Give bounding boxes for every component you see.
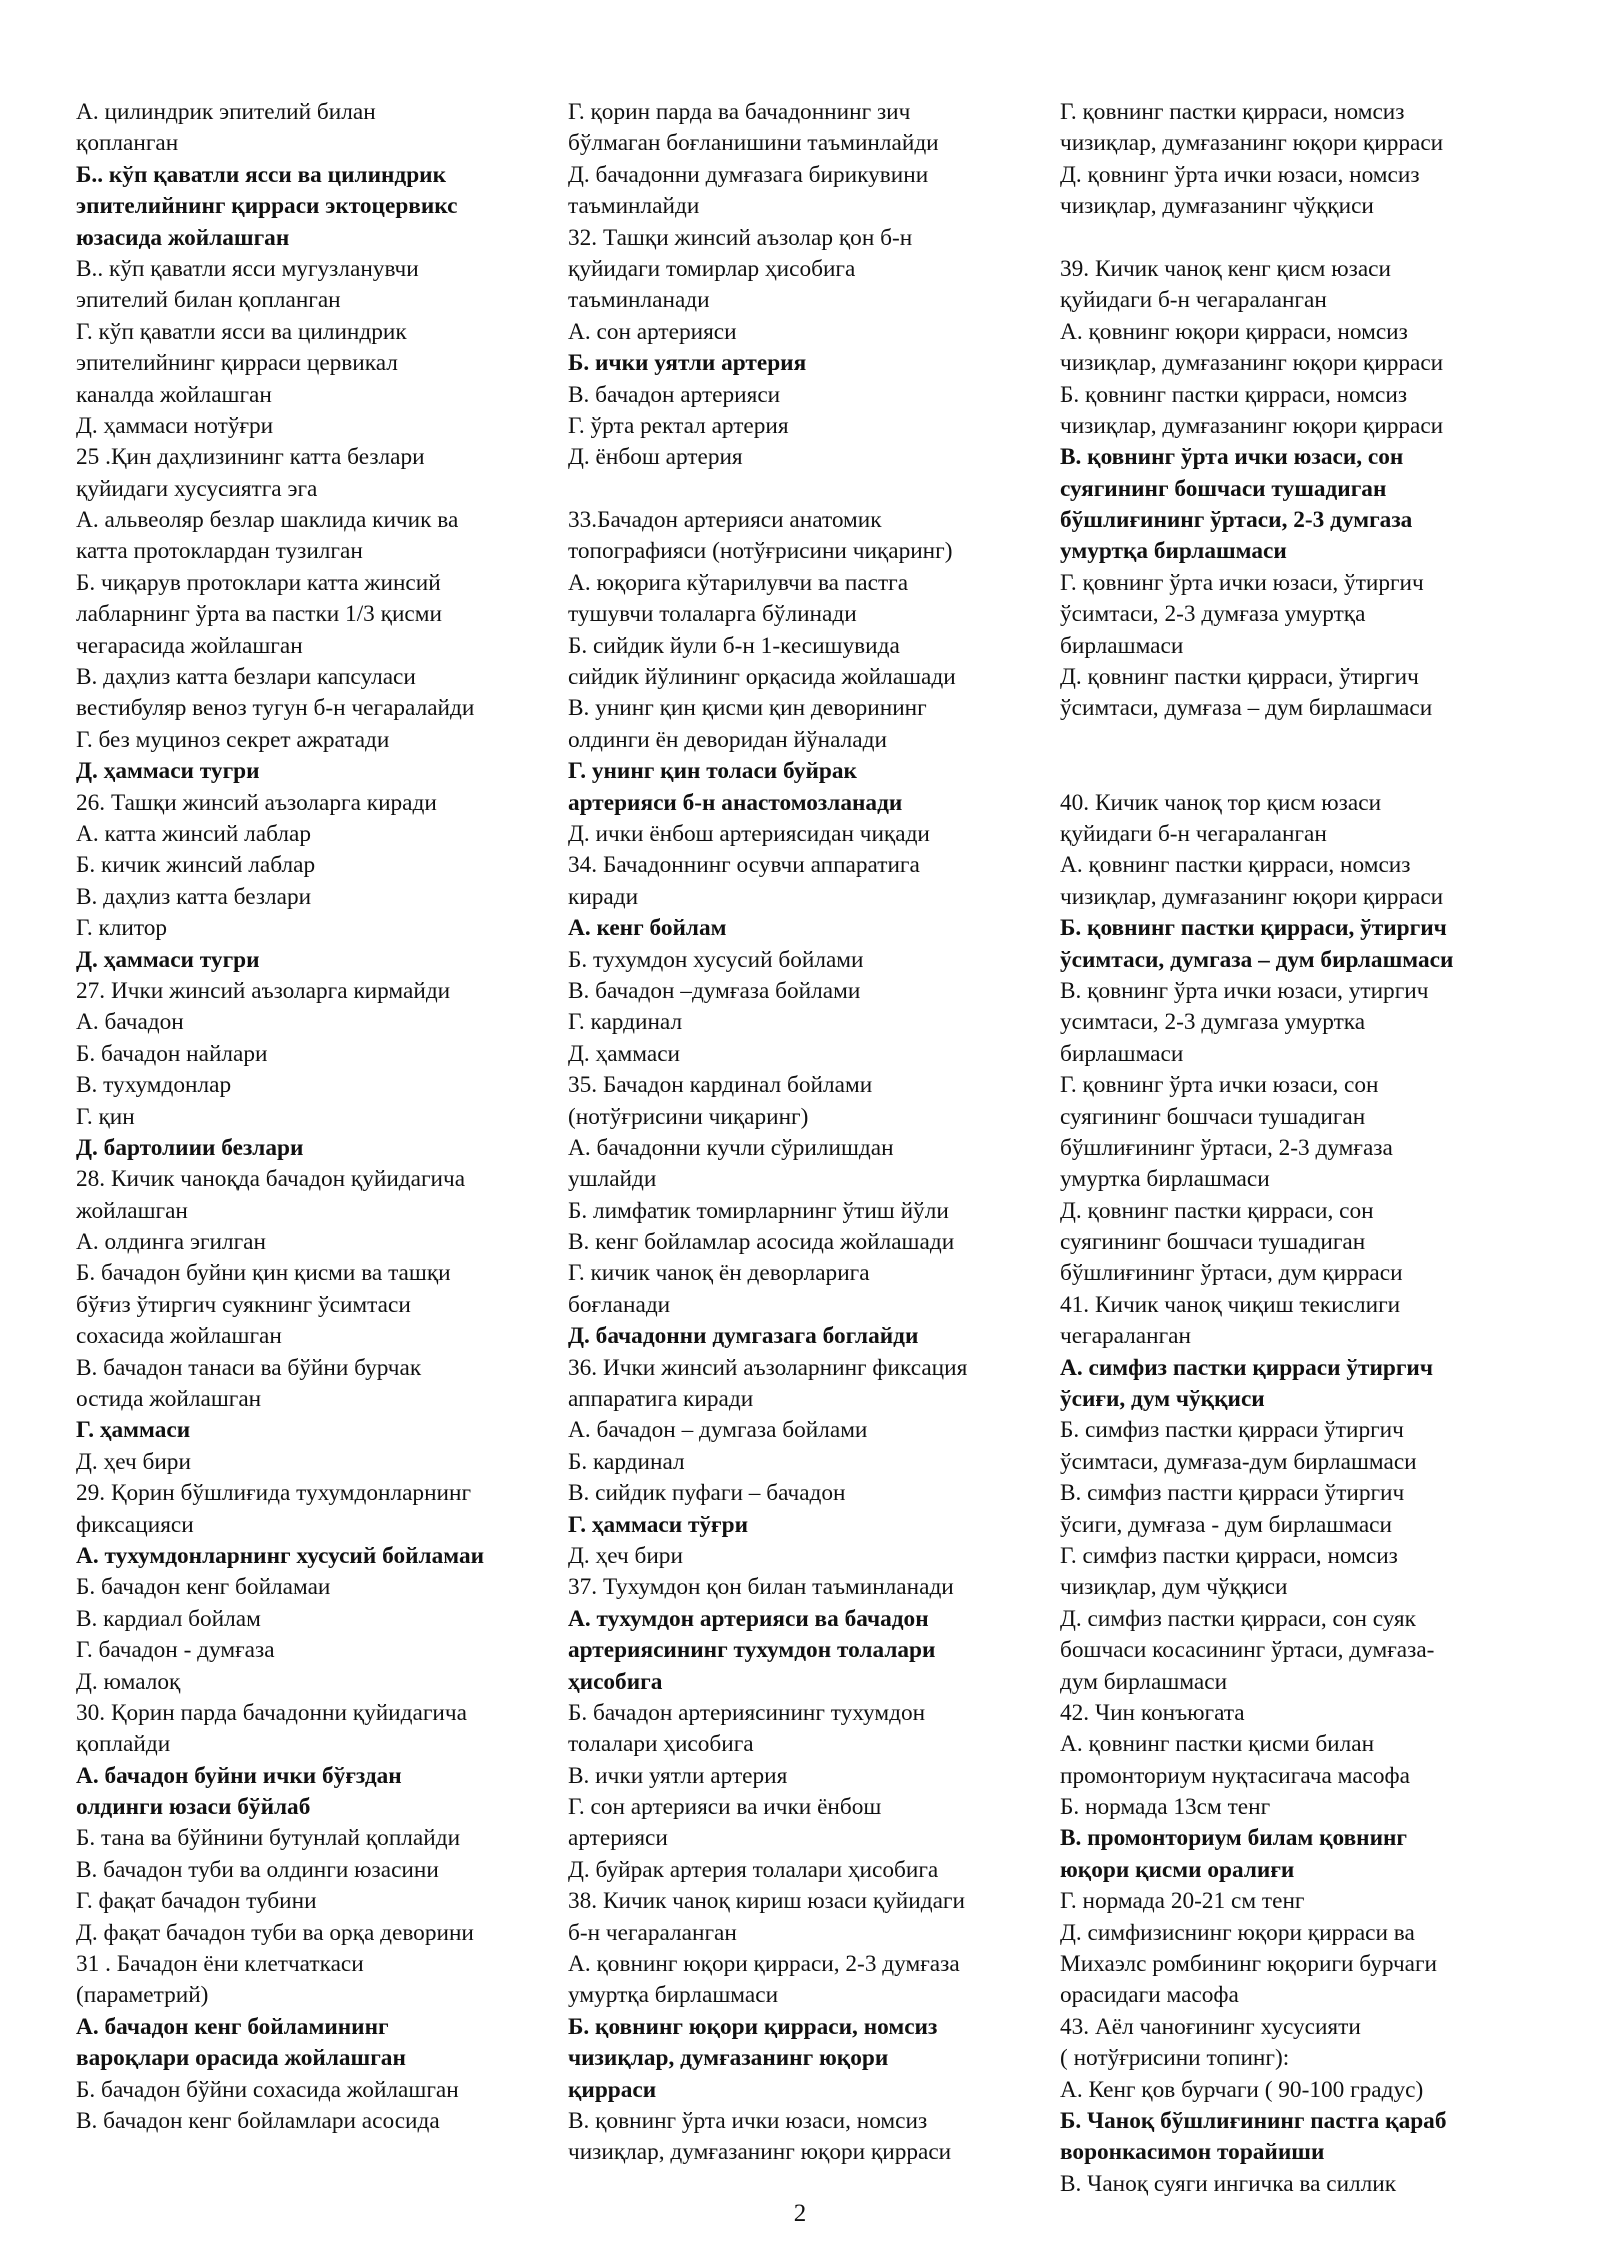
text-line: Г. кўп қаватли ясси ва цилиндрик <box>76 318 407 345</box>
text-line: қуйидаги хусусиятга эга <box>76 475 318 502</box>
text-line: 36. Ички жинсий аъзоларнинг фиксация <box>568 1354 968 1381</box>
text-line: 35. Бачадон кардинал бойлами <box>568 1072 873 1099</box>
text-line: Г. қин <box>76 1103 135 1130</box>
text-line: Д. қовнинг пастки қирраси, сон <box>1060 1197 1374 1224</box>
text-line: 41. Кичик чаноқ чиқиш текислиги <box>1060 1291 1401 1318</box>
text-line: В.. кўп қаватли ясси мугузланувчи <box>76 255 419 282</box>
text-line: В. симфиз пастги қирраси ўтиргич <box>1060 1480 1405 1507</box>
text-line: А. бачадон кенг бойламининг <box>76 2013 389 2040</box>
text-line: Б. ички уятли артерия <box>568 350 807 377</box>
text-line: Д. қовнинг ўрта ички юзаси, номсиз <box>1060 161 1420 188</box>
text-line: суягининг бошчаси тушадиган <box>1060 475 1387 502</box>
text-line: Д. фақат бачадон туби ва орқа деворини <box>76 1919 474 1946</box>
text-line: чизиқлар, думғазанинг юқори қирраси <box>1060 412 1444 439</box>
text-line: ўсимтаси, думғаза-дум бирлашмаси <box>1060 1448 1417 1475</box>
text-line: Б. бачадон артериясининг тухумдон <box>568 1699 926 1726</box>
text-line: В. промонториум билам қовнинг <box>1060 1825 1408 1852</box>
text-line: А. олдинга эгилган <box>76 1229 266 1256</box>
text-line: 39. Кичик чаноқ кенг қисм юзаси <box>1060 255 1391 282</box>
text-line: олдинги юзаси бўйлаб <box>76 1794 311 1821</box>
text-line: Б. кичик жинсий лаблар <box>76 852 316 879</box>
blank-line <box>1060 756 1560 787</box>
text-line: остида жойлашган <box>76 1386 262 1413</box>
text-line: Д. ҳаммаси тугри <box>76 946 260 973</box>
text-line: Б. лимфатик томирларнинг ўтиш йўли <box>568 1197 949 1224</box>
text-line: Г. кардинал <box>568 1009 683 1036</box>
text-line: 29. Қорин бўшлиғида тухумдонларнинг <box>76 1480 472 1507</box>
text-line: В. тухумдонлар <box>76 1072 232 1099</box>
text-line: қирраси <box>568 2076 657 2103</box>
text-line: таъминланади <box>568 287 710 314</box>
text-line: А. катта жинсий лаблар <box>76 820 311 847</box>
text-line: артерияси <box>568 1825 668 1852</box>
text-line: бўшлиғининг ўртаси, 2-3 думғаза <box>1060 1134 1393 1161</box>
text-line: тушувчи толаларга бўлинади <box>568 601 857 628</box>
text-line: Д. бачадонни думғазага бирикувини <box>568 161 929 188</box>
text-column <box>568 97 1053 2169</box>
text-line: (нотўғрисини чиқаринг) <box>568 1103 809 1130</box>
text-line: В. унинг қин қисми қин деворининг <box>568 695 927 722</box>
text-line: чизиқлар, дум чўққиси <box>1060 1574 1288 1601</box>
text-line: Б. қовнинг пастки қирраси, номсиз <box>1060 381 1408 408</box>
text-line: лабларнинг ўрта ва пастки 1/3 қисми <box>76 601 442 628</box>
text-line: А. цилиндрик эпителий билан <box>76 99 376 125</box>
text-line: ўсимтаси, 2-3 думғаза умуртқа <box>1060 601 1366 628</box>
text-line: орасидаги масофа <box>1060 1982 1239 2009</box>
text-line: каналда жойлашган <box>76 381 272 408</box>
text-line: қопланган <box>76 130 179 157</box>
text-line: 30. Қорин парда бачадонни қуйидагича <box>76 1699 467 1726</box>
text-line: В. кенг бойламлар асосида жойлашади <box>568 1229 955 1256</box>
text-line: Б. бачадон найлари <box>76 1040 268 1067</box>
text-line: Д. ҳеч бири <box>76 1448 191 1475</box>
text-line: Б. қовнинг пастки қирраси, ўтиргич <box>1060 915 1447 942</box>
text-line: умуртқа бирлашмаси <box>568 1982 779 2009</box>
text-line: Михаэлс ромбининг юқориги бурчаги <box>1060 1951 1438 1978</box>
text-line: 31 . Бачадон ёни клетчаткаси <box>76 1951 364 1978</box>
text-line: ўсиғи, дум чўққиси <box>1060 1386 1265 1413</box>
text-line: Б. бачадон буйни қин қисми ва ташқи <box>76 1260 451 1287</box>
text-line: суягининг бошчаси тушадиган <box>1060 1229 1366 1256</box>
text-line: Г. ҳаммаси <box>76 1417 191 1444</box>
text-line: дум бирлашмаси <box>1060 1668 1228 1695</box>
text-line: топографияси (нотўғрисини чиқаринг) <box>568 538 953 565</box>
text-line: ( нотўғрисини топинг): <box>1060 2045 1290 2072</box>
text-line: А. қовнинг пастки қисми билан <box>1060 1731 1375 1758</box>
text-line: 33.Бачадон артерияси анатомик <box>568 507 882 534</box>
text-line: В. бачадон артерияси <box>568 381 781 408</box>
text-line: юқори қисми оралиғи <box>1060 1856 1295 1883</box>
text-line: промонториум нуқтасигача масофа <box>1060 1762 1410 1789</box>
text-line: Г. кичик чаноқ ён деворларига <box>568 1260 870 1287</box>
text-line: Д. симфизиснинг юқори қирраси ва <box>1060 1919 1415 1946</box>
text-line: бирлашмаси <box>1060 1040 1184 1067</box>
text-line: чизиқлар, думғазанинг юқори қирраси <box>1060 350 1444 377</box>
text-line: Г. қовнинг ўрта ички юзаси, сон <box>1060 1072 1379 1099</box>
text-line: б-н чегараланган <box>568 1919 737 1946</box>
text-line: юзасида жойлашган <box>76 224 290 251</box>
text-line: Г. қорин парда ва бачадоннинг зич <box>568 99 911 125</box>
blank-line <box>568 474 1053 505</box>
text-line: эпителий билан қопланган <box>76 287 341 314</box>
text-line: 28. Кичик чаноқда бачадон қуйидагича <box>76 1166 466 1193</box>
text-line: аппаратига киради <box>568 1386 754 1413</box>
text-line: Д. ёнбош артерия <box>568 444 743 471</box>
text-line: бўшлиғининг ўртаси, дум қирраси <box>1060 1260 1403 1287</box>
text-line: В. қовнинг ўрта ички юзаси, сон <box>1060 444 1404 471</box>
text-line: сохасида жойлашган <box>76 1323 282 1350</box>
text-line: Г. қовнинг ўрта ички юзаси, ўтиргич <box>1060 569 1424 596</box>
text-line: В. сийдик пуфаги – бачадон <box>568 1480 846 1507</box>
text-line: А. қовнинг пастки қирраси, номсиз <box>1060 852 1411 879</box>
text-line: суягининг бошчаси тушадиган <box>1060 1103 1366 1130</box>
text-line: чизиқлар, думғазанинг чўққиси <box>1060 193 1374 220</box>
text-line: боғланади <box>568 1291 671 1318</box>
text-line: Г. ўрта ректал артерия <box>568 412 789 439</box>
text-line: чизиқлар, думғазанинг юқори қирраси <box>1060 883 1444 910</box>
text-line: Д. ҳеч бири <box>568 1542 683 1569</box>
blank-line <box>1060 223 1560 254</box>
text-line: А. тухумдон артерияси ва бачадон <box>568 1605 929 1632</box>
text-line: катта протоклардан тузилган <box>76 538 363 565</box>
text-line: жойлашган <box>76 1197 188 1224</box>
text-line: Б. бачадон кенг бойламаи <box>76 1574 331 1601</box>
text-line: Г. нормада 20-21 см тенг <box>1060 1888 1305 1915</box>
text-line: 34. Бачадоннинг осувчи аппаратига <box>568 852 920 879</box>
text-line: 40. Кичик чаноқ тор қисм юзаси <box>1060 789 1382 816</box>
text-line: В. Чаноқ суяги ингичка ва силлик <box>1060 2170 1397 2197</box>
text-line: чизиқлар, думғазанинг юқори қирраси <box>1060 130 1444 157</box>
text-line: ушлайди <box>568 1166 657 1193</box>
text-line: чизиқлар, думғазанинг юқори қирраси <box>568 2139 952 2166</box>
text-line: Б. Чаноқ бўшлиғининг пастга қараб <box>1060 2108 1447 2134</box>
text-line: Б. тана ва бўйнини бутунлай қоплайди <box>76 1825 461 1852</box>
page-number: 2 <box>793 2200 807 2227</box>
text-line: 42. Чин конъюгата <box>1060 1699 1245 1726</box>
text-line: Б. қовнинг юқори қирраси, номсиз <box>568 2013 938 2040</box>
text-line: ҳисобига <box>568 1668 663 1695</box>
blank-line <box>1060 725 1560 756</box>
text-line: А. тухумдонларнинг хусусий бойламаи <box>76 1542 485 1569</box>
text-line: чегараланган <box>1060 1323 1191 1350</box>
text-line: 25 .Қин даҳлизининг катта безлари <box>76 444 425 471</box>
text-line: бўғиз ўтиргич суякнинг ўсимтаси <box>76 1291 411 1318</box>
text-line: В. қовнинг ўрта ички юзаси, номсиз <box>568 2108 928 2134</box>
text-line: таъминлайди <box>568 193 700 220</box>
text-line: 32. Ташқи жинсий аъзолар қон б-н <box>568 224 913 251</box>
text-line: Д. ҳаммаси нотўғри <box>76 412 274 439</box>
text-line: Д. қовнинг пастки қирраси, ўтиргич <box>1060 664 1419 691</box>
text-line: киради <box>568 883 639 910</box>
text-line: артерияси б-н анастомозланади <box>568 789 903 816</box>
text-line: бўлмаган боғланишини таъминлайди <box>568 130 939 157</box>
text-line: 26. Ташқи жинсий аъзоларга киради <box>76 789 437 816</box>
text-line: Б. нормада 13см тенг <box>1060 1794 1271 1821</box>
text-line: умуртқа бирлашмаси <box>1060 538 1287 565</box>
text-line: қуйидаги б-н чегараланган <box>1060 287 1327 314</box>
text-line: (параметрий) <box>76 1982 209 2009</box>
text-line: Д. симфиз пастки қирраси, сон суяк <box>1060 1605 1416 1632</box>
text-line: 27. Ички жинсий аъзоларга кирмайди <box>76 977 451 1004</box>
text-line: умуртка бирлашмаси <box>1060 1166 1270 1193</box>
text-line: эпителийнинг қирраси цервикал <box>76 350 398 377</box>
text-line: Г. қовнинг пастки қирраси, номсиз <box>1060 99 1405 125</box>
text-line: воронкасимон торайиши <box>1060 2139 1325 2166</box>
text-line: 38. Кичик чаноқ кириш юзаси қуйидаги <box>568 1888 965 1915</box>
text-line: В. бачадон туби ва олдинги юзасини <box>76 1856 439 1883</box>
text-line: В. бачадон кенг бойламлари асосида <box>76 2108 440 2134</box>
text-line: А. юқорига кўтарилувчи ва пастга <box>568 569 909 596</box>
text-line: қоплайди <box>76 1731 171 1758</box>
text-line: Б. симфиз пастки қирраси ўтиргич <box>1060 1417 1404 1444</box>
text-line: фиксацияси <box>76 1511 194 1538</box>
text-line: А. Кенг қов бурчаги ( 90-100 градус) <box>1060 2076 1424 2103</box>
text-line: ўсиги, думғаза - дум бирлашмаси <box>1060 1511 1392 1538</box>
text-line: Г. сон артерияси ва ички ёнбош <box>568 1794 882 1821</box>
text-line: А. кенг бойлам <box>568 915 727 942</box>
text-line: Б.. кўп қаватли ясси ва цилиндрик <box>76 161 447 188</box>
text-line: А. альвеоляр безлар шаклида кичик ва <box>76 507 459 534</box>
text-line: толалари ҳисобига <box>568 1731 754 1758</box>
text-line: қуйидаги томирлар ҳисобига <box>568 255 856 282</box>
text-line: В. ички уятли артерия <box>568 1762 788 1789</box>
text-line: вестибуляр веноз тугун б-н чегаралайди <box>76 695 475 722</box>
text-line: А. симфиз пастки қирраси ўтиргич <box>1060 1354 1433 1381</box>
text-line: В. кардиал бойлам <box>76 1605 261 1632</box>
text-line: А. бачадон <box>76 1009 184 1036</box>
text-line: Б. сийдик йули б-н 1-кесишувида <box>568 632 900 659</box>
text-line: А. сон артерияси <box>568 318 737 345</box>
text-line: А. қовнинг юқори қирраси, 2-3 думғаза <box>568 1951 960 1978</box>
text-line: Г. без муциноз секрет ажратади <box>76 726 390 753</box>
text-line: Б. бачадон бўйни сохасида жойлашган <box>76 2076 459 2103</box>
text-line: В. қовнинг ўрта ички юзаси, утиргич <box>1060 977 1429 1004</box>
text-line: В. бачадон танаси ва бўйни бурчак <box>76 1354 422 1381</box>
text-line: олдинги ён деворидан йўналади <box>568 726 887 753</box>
text-line: В. бачадон –думғаза бойлами <box>568 977 861 1004</box>
text-line: В. даҳлиз катта безлари капсуласи <box>76 664 416 691</box>
text-line: Д. ҳаммаси <box>568 1040 681 1067</box>
text-line: бирлашмаси <box>1060 632 1184 659</box>
text-line: сийдик йўлининг орқасида жойлашади <box>568 664 956 691</box>
text-line: қуйидаги б-н чегараланган <box>1060 820 1327 847</box>
text-column <box>1060 97 1560 2200</box>
text-line: чизиқлар, думғазанинг юқори <box>568 2045 889 2072</box>
text-line: А. қовнинг юқори қирраси, номсиз <box>1060 318 1408 345</box>
text-line: ўсимтаси, думғаза – дум бирлашмаси <box>1060 695 1433 722</box>
text-line: эпителийнинг қирраси эктоцервикс <box>76 193 458 220</box>
text-line: Д. ички ёнбош артериясидан чиқади <box>568 820 930 847</box>
text-line: вароқлари орасида жойлашган <box>76 2045 406 2072</box>
text-line: артериясининг тухумдон толалари <box>568 1637 936 1664</box>
text-line: Д. юмалоқ <box>76 1668 181 1695</box>
text-line: Б. тухумдон хусусий бойлами <box>568 946 864 973</box>
text-line: Д. бачадонни думгазага боглайди <box>568 1323 919 1350</box>
text-line: Д. буйрак артерия толалари ҳисобига <box>568 1856 939 1883</box>
text-line: бўшлиғининг ўртаси, 2-3 думгаза <box>1060 507 1413 534</box>
text-column <box>76 97 561 2137</box>
text-line: Г. унинг қин толаси буйрак <box>568 758 857 785</box>
text-line: А. бачадон буйни ички бўғздан <box>76 1762 402 1789</box>
text-line: Д. бартолиии безлари <box>76 1134 304 1161</box>
text-line: Г. симфиз пастки қирраси, номсиз <box>1060 1542 1398 1569</box>
text-line: Г. фақат бачадон тубини <box>76 1888 317 1915</box>
text-line: бошчаси косасининг ўртаси, думғаза- <box>1060 1637 1435 1664</box>
text-line: Г. ҳаммаси тўғри <box>568 1511 749 1538</box>
text-line: А. бачадон – думгаза бойлами <box>568 1417 868 1444</box>
text-line: чегарасида жойлашган <box>76 632 303 659</box>
text-line: А. бачадонни кучли сўрилишдан <box>568 1134 894 1161</box>
text-line: Г. клитор <box>76 915 168 942</box>
text-line: усимтаси, 2-3 думгаза умуртка <box>1060 1009 1366 1036</box>
text-line: Б. кардинал <box>568 1448 685 1475</box>
text-line: В. даҳлиз катта безлари <box>76 883 312 910</box>
text-line: ўсимтаси, думгаза – дум бирлашмаси <box>1060 946 1454 973</box>
text-line: Г. бачадон - думғаза <box>76 1637 275 1664</box>
text-line: Д. ҳаммаси тугри <box>76 758 260 785</box>
text-line: 37. Тухумдон қон билан таъминланади <box>568 1574 954 1601</box>
text-line: 43. Аёл чаноғининг хусусияти <box>1060 2013 1361 2040</box>
text-line: Б. чиқарув протоклари катта жинсий <box>76 569 441 596</box>
